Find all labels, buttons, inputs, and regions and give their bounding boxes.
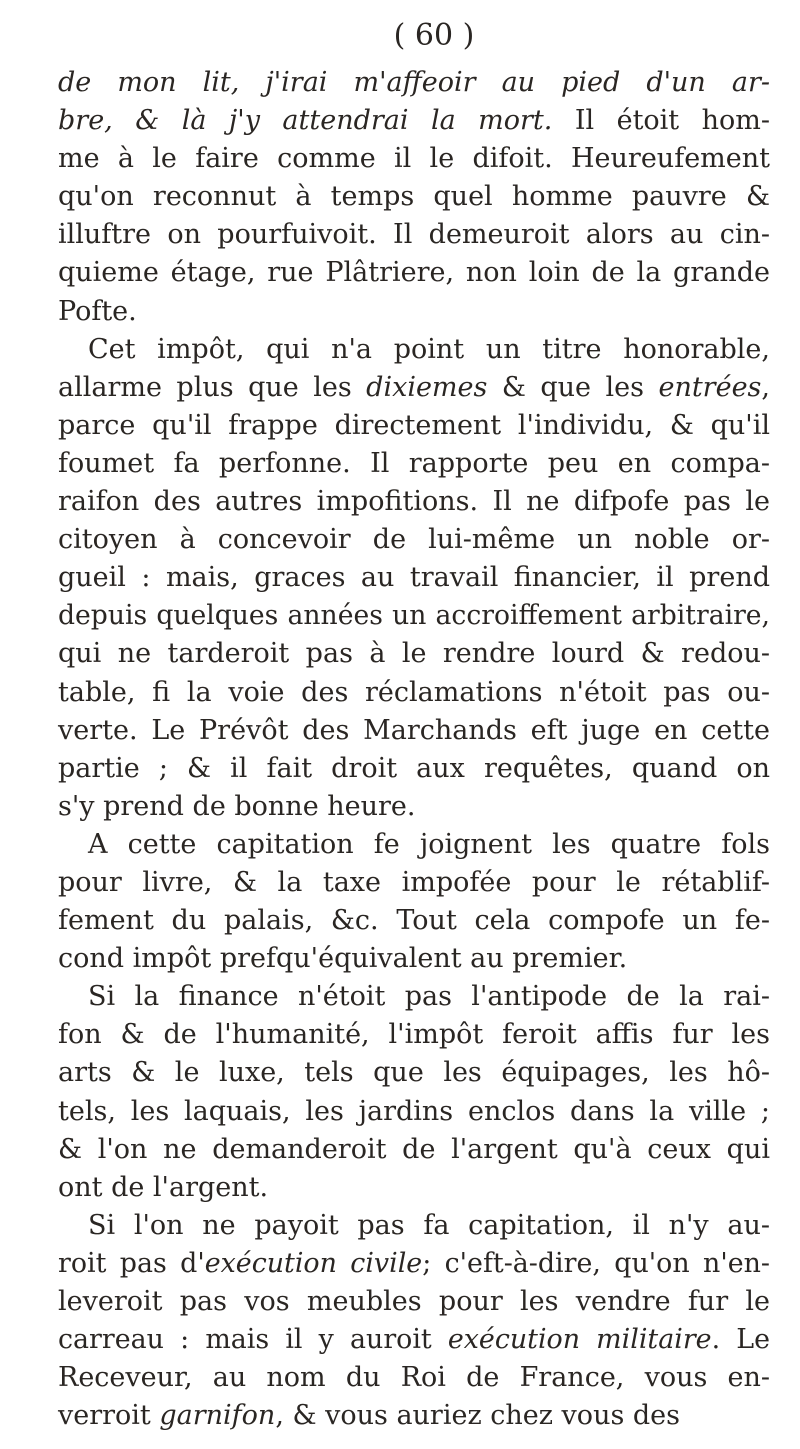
italic-text: entrées xyxy=(658,371,762,403)
text-line xyxy=(58,407,770,445)
text-line xyxy=(58,331,770,369)
paragraph xyxy=(58,1207,770,1436)
text-line xyxy=(58,445,770,483)
italic-text: dixiemes xyxy=(366,371,488,403)
text-line xyxy=(58,635,770,673)
text-run: foumet fa perfonne. Il rapporte peu en compa- xyxy=(58,447,770,479)
text-line xyxy=(58,483,770,521)
italic-text: exécution civile xyxy=(204,1247,423,1279)
text-run: verte. Le Prévôt des Marchands eft juge en cette xyxy=(58,714,770,746)
text-run: s'y prend de bonne heure. xyxy=(58,790,416,822)
text-line xyxy=(58,712,770,750)
text-run: tels, les laquais, les jardins enclos dans la ville ; xyxy=(58,1095,770,1127)
text-run: table, fi la voie des réclamations n'étoit pas ou- xyxy=(58,676,770,708)
text-run: Receveur, au nom du Roi de France, vous en- xyxy=(58,1362,770,1394)
text-run: fement du palais, &c. Tout cela compofe un fe- xyxy=(58,905,770,937)
text-run: qu'on reconnut à temps quel homme pauvre & xyxy=(58,181,770,213)
text-run: roit pas d' xyxy=(58,1247,205,1279)
text-line xyxy=(58,940,770,978)
text-line xyxy=(58,1169,770,1207)
text-line xyxy=(58,1245,770,1283)
text-run: illuftre on pourfuivoit. Il demeuroit alors au cin- xyxy=(58,219,770,251)
page-number: ( 60 ) xyxy=(393,18,475,53)
text-line xyxy=(58,788,770,826)
text-line xyxy=(58,826,770,864)
text-line xyxy=(58,597,770,635)
text-run: Si l'on ne payoit pas fa capitation, il n'y au- xyxy=(88,1209,770,1241)
text-line xyxy=(58,902,770,940)
italic-text: de mon lit, j'irai m'affeoir au pied d'un ar- xyxy=(58,67,770,98)
text-line xyxy=(58,1016,770,1054)
text-run: allarme plus que les xyxy=(58,371,367,403)
text-run: gueil : mais, graces au travail financier, il prend xyxy=(58,562,770,594)
text-run: & que les xyxy=(487,371,659,403)
text-run: Si la finance n'étoit pas l'antipode de la rai- xyxy=(88,981,770,1013)
paragraph xyxy=(58,64,770,331)
text-run: Il étoit hom- xyxy=(552,105,770,137)
italic-text: bre, & là j'y attendrai la mort. xyxy=(58,105,553,137)
text-run: partie ; & il fait droit aux requêtes, quand on xyxy=(58,752,770,784)
italic-text: garnifon xyxy=(159,1400,276,1432)
text-run: Cet impôt, qui n'a point un titre honorable, xyxy=(88,333,770,365)
text-run: cond impôt prefqu'équivalent au premier. xyxy=(58,943,628,975)
text-line xyxy=(58,1054,770,1092)
text-run: ; c'eft-à-dire, qu'on n'en- xyxy=(422,1247,770,1279)
text-line xyxy=(58,216,770,254)
text-line xyxy=(58,140,770,178)
text-line xyxy=(58,864,770,902)
text-run: A cette capitation fe joignent les quatre fols xyxy=(88,828,770,860)
text-line xyxy=(58,1283,770,1321)
text-line xyxy=(58,254,770,292)
paragraph xyxy=(58,331,770,826)
paragraph xyxy=(58,978,770,1207)
text-line xyxy=(58,293,770,331)
text-run: carreau : mais il y auroit xyxy=(58,1324,448,1356)
text-line xyxy=(58,521,770,559)
text-run: leveroit pas vos meubles pour les vendre fur le xyxy=(58,1286,770,1317)
text-line xyxy=(58,1093,770,1131)
text-run: pour livre, & la taxe impofée pour le rétablif- xyxy=(58,866,770,898)
text-run: , & vous auriez chez vous des xyxy=(275,1400,681,1432)
text-run: me à le faire comme il le difoit. Heureufement xyxy=(58,143,770,175)
text-run: parce qu'il frappe directement l'individu, & qu'il xyxy=(58,409,770,441)
text-run: quieme étage, rue Plâtriere, non loin de la grande xyxy=(58,257,770,289)
text-line xyxy=(58,1321,770,1359)
text-line xyxy=(58,178,770,216)
text-line xyxy=(58,978,770,1016)
text-run: ont de l'argent. xyxy=(58,1171,269,1203)
text-line xyxy=(58,750,770,788)
text-line xyxy=(58,1397,770,1435)
text-run: citoyen à concevoir de lui-même un noble or- xyxy=(58,524,770,556)
text-line xyxy=(58,674,770,712)
text-line xyxy=(58,1207,770,1245)
text-run: & l'on ne demanderoit de l'argent qu'à ceux qui xyxy=(58,1133,770,1165)
text-line xyxy=(58,64,770,102)
text-run: fon & de l'humanité, l'impôt feroit affis fur les xyxy=(58,1019,770,1051)
italic-text: exécution militaire xyxy=(447,1324,712,1356)
text-run: raifon des autres impofitions. Il ne difpofe pas le xyxy=(58,486,770,518)
text-line xyxy=(58,1131,770,1169)
text-run: qui ne tarderoit pas à le rendre lourd & redou- xyxy=(58,638,770,670)
text-line xyxy=(58,369,770,407)
text-line xyxy=(58,559,770,597)
book-page xyxy=(58,18,770,1435)
text-run: depuis quelques années un accroiffement arbitraire, xyxy=(58,600,770,632)
text-run: Pofte. xyxy=(58,295,137,327)
text-line xyxy=(58,102,770,140)
text-run: arts & le luxe, tels que les équipages, les hô- xyxy=(58,1057,770,1089)
paragraph xyxy=(58,826,770,978)
page-text-body xyxy=(58,64,770,1435)
text-run: , xyxy=(761,371,770,403)
text-run: . Le xyxy=(711,1324,770,1356)
text-run: verroit xyxy=(58,1400,160,1432)
text-line xyxy=(58,1359,770,1397)
